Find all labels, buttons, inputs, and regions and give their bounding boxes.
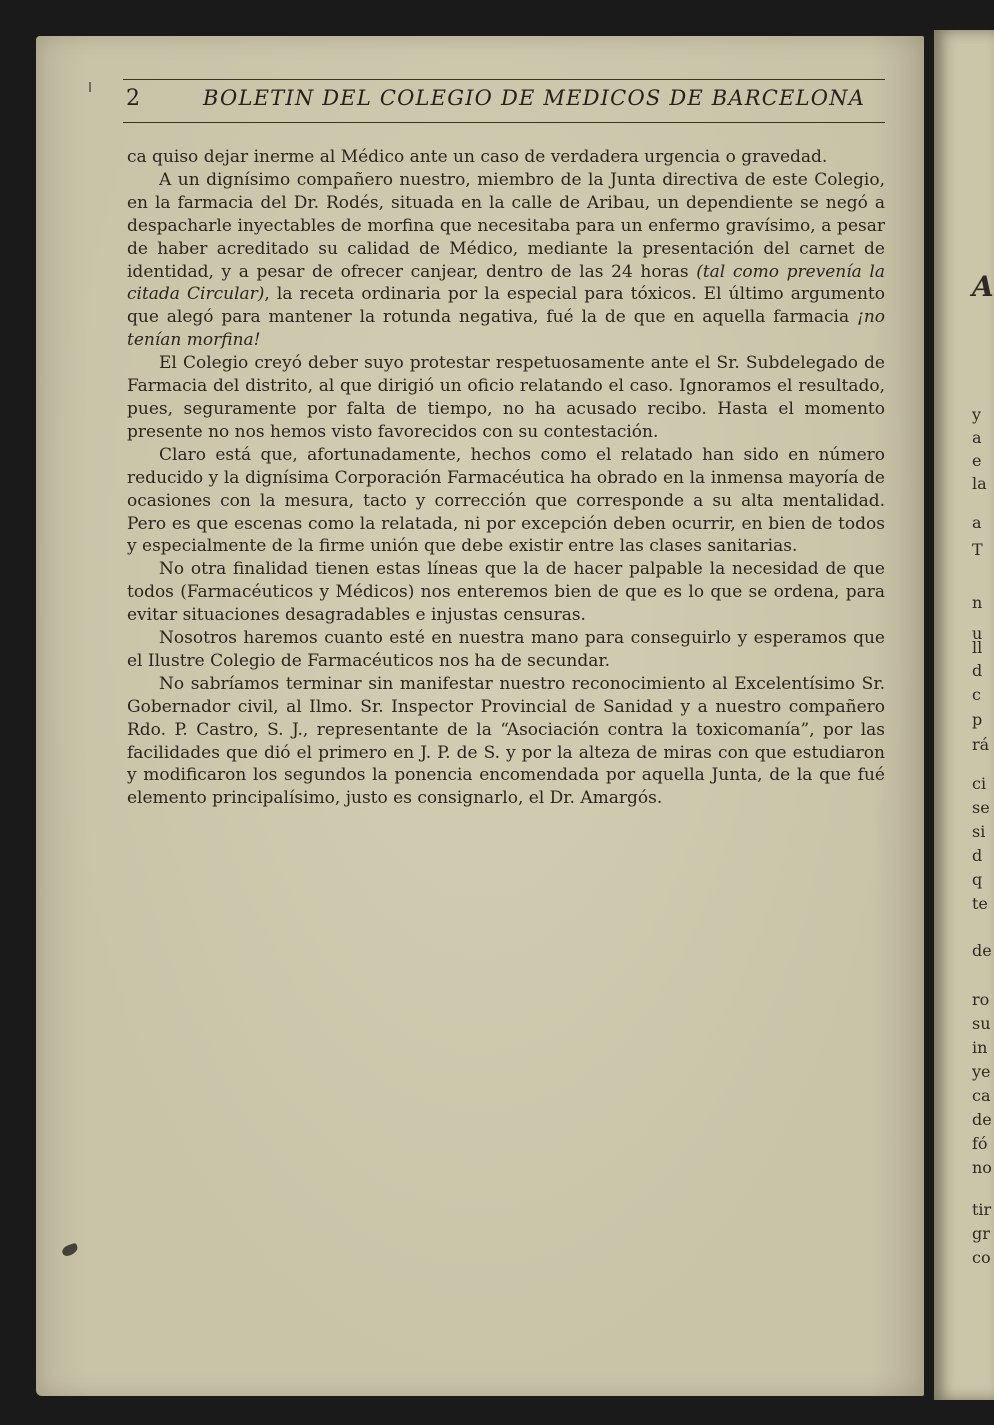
facing-page-fragment: co xyxy=(972,1248,991,1267)
facing-page-fragment: a xyxy=(972,428,982,447)
facing-page-fragment: ci xyxy=(972,774,987,793)
paragraph-text: A un dignísimo compañero nuestro, miembro de la Junta directiva de este Colegio, en la farmacia del Dr. Rodés, situada en la calle de Aribau, un dependiente se negó a despacharle inyectables de morfina que necesitaba para un enfermo gravísimo, a pesar de haber acreditado su calidad de Médico, mediante la presentación del carnet de identidad, y a pesar de ofrecer canjear, dentro de las 24 horas xyxy=(127,169,885,282)
facing-page-fragment: de xyxy=(972,941,992,960)
paragraph: No otra finalidad tienen estas líneas que la de hacer palpable la necesidad de que todos (Farmacéuticos y Médicos) nos enteremos bien de que es lo que se ordena, para evitar situaciones desagradables e injustas censuras. xyxy=(127,559,885,626)
paragraph: No sabríamos terminar sin manifestar nuestro reconocimiento al Excelentísimo Sr. Gobernador civil, al Ilmo. Sr. Inspector Provincial de Sanidad y a nuestro compañero Rdo. P. Castro, S. J., representante de la “Asociación contra la toxicomanía”, por las facilidades que dió el primero en J. P. de S. y por la alteza de miras con que estudiaron y modificaron los segundos la ponencia encomendada por aquella Junta, de la que fué elemento principalísimo, justo es consignarlo, el Dr. Amargós. xyxy=(127,673,885,809)
italic-text: (tal como prevenía la citada Circular) xyxy=(127,261,886,305)
facing-page-fragment: fó xyxy=(972,1134,988,1153)
facing-page-fragment: d xyxy=(972,661,983,680)
facing-page-fragment: ca xyxy=(972,1086,991,1105)
facing-page-fragment: rá xyxy=(972,735,990,754)
paragraph xyxy=(127,169,885,352)
paragraph: El Colegio creyó deber suyo protestar respetuosamente ante el Sr. Subdelegado de Farmacia del distrito, al que dirigió un oficio relatando el caso. Ignoramos el resultado, pues, seguramente por falta de tiempo, no ha acusado recibo. Hasta el momento presente no nos hemos visto favorecidos con su contestación. xyxy=(127,353,885,442)
paragraph: Nosotros haremos cuanto esté en nuestra mano para conseguirlo y esperamos que el Ilustre Colegio de Farmacéuticos nos ha de secundar. xyxy=(127,628,885,671)
facing-page-fragment: ro xyxy=(972,990,990,1009)
journal-title: BOLETIN DEL COLEGIO DE MEDICOS DE BARCELONA xyxy=(203,86,866,110)
facing-page-fragment: A xyxy=(972,270,994,303)
margin-mark xyxy=(89,82,91,92)
facing-page-fragment: d xyxy=(972,846,983,865)
paragraph: Claro está que, afortunadamente, hechos como el relatado han sido en número reducido y la dignísima Corporación Farmacéutica ha obrado en la inmensa mayoría de ocasiones con la mesura, tacto y corrección que corresponde a su alta mentalidad. Pero es que escenas como la relatada, ni por excepción deben ocurrir, en bien de todos y especialmente de la firme unión que debe existir entre las clases sanitarias. xyxy=(127,444,885,557)
page-number: 2 xyxy=(126,86,140,111)
paragraph-text: , la receta ordinaria por la especial para tóxicos. El último argumento que alegó para mantener la rotunda negativa, fué la de que en aquella farmacia xyxy=(127,284,886,328)
italic-text: ¡no tenían morfina! xyxy=(127,307,885,351)
article-body xyxy=(127,146,885,810)
facing-page-fragment: q xyxy=(972,870,983,889)
facing-page-fragment: p xyxy=(972,710,983,729)
facing-page-fragment: e xyxy=(972,451,982,470)
paragraph: ca quiso dejar inerme al Médico ante un caso de verdadera urgencia o gravedad. xyxy=(127,147,828,167)
running-header xyxy=(123,79,885,123)
facing-page-fragment: y xyxy=(972,405,982,424)
facing-page-fragment: in xyxy=(972,1038,988,1057)
facing-page-fragment: te xyxy=(972,894,988,913)
facing-page-fragment: a xyxy=(972,513,982,532)
facing-page-fragment: n xyxy=(972,593,983,612)
facing-page-fragment: su xyxy=(972,1014,991,1033)
facing-page-fragment: de xyxy=(972,1110,992,1129)
facing-page-fragment: T xyxy=(972,540,983,559)
facing-page-fragment: gr xyxy=(972,1224,990,1243)
facing-page-fragment: tir xyxy=(972,1200,992,1219)
facing-page-fragment: ll xyxy=(972,638,983,657)
facing-page-fragment: c xyxy=(972,685,981,704)
facing-page-fragment: si xyxy=(972,822,986,841)
facing-page-fragment: ye xyxy=(972,1062,991,1081)
facing-page-fragment: no xyxy=(972,1158,992,1177)
facing-page-fragment: u xyxy=(972,624,983,643)
facing-page-fragment: la xyxy=(972,474,987,493)
facing-page-fragment: se xyxy=(972,798,990,817)
